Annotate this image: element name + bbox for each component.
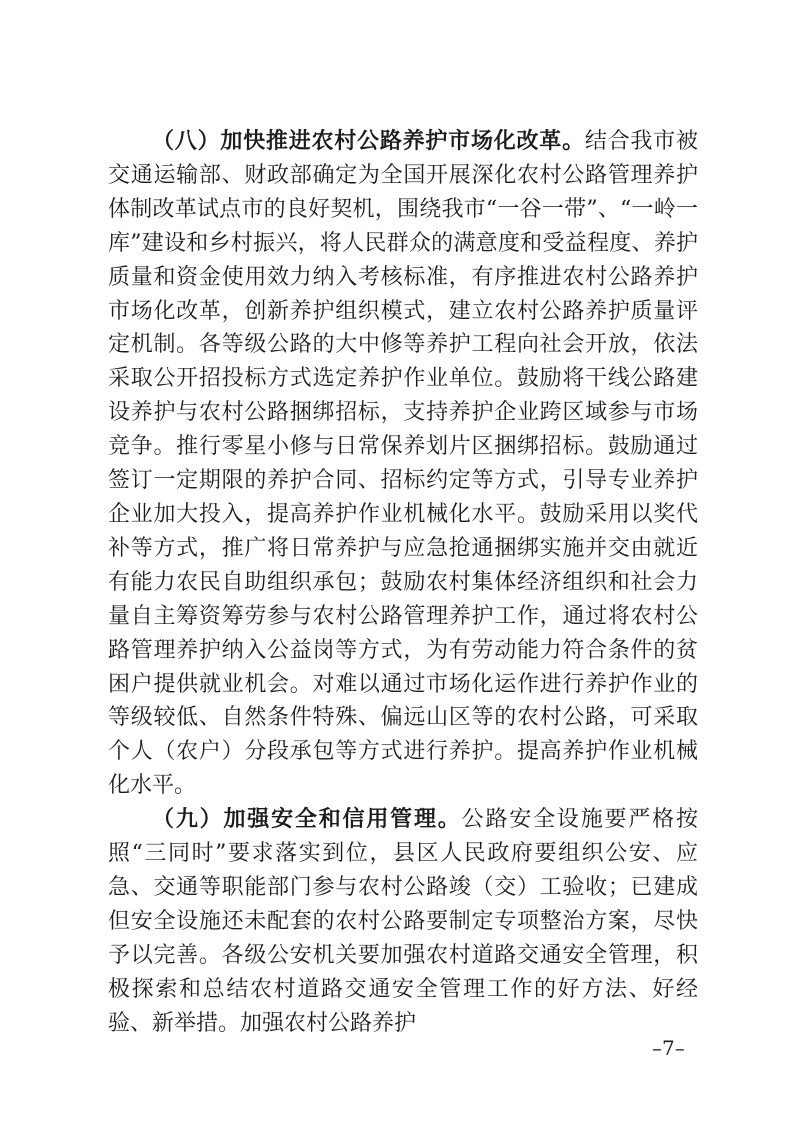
- paragraph-body-8: 结合我市被交通运输部、财政部确定为全国开展深化农村公路管理养护体制改革试点市的良好契机，围绕我市“一谷一带”、“一岭一库”建设和乡村振兴，将人民群众的满意度和受益程度、养护质量和资金使用效力纳入考核标准，有序推进农村公路养护市场化改革，创新养护组织模式，建立农村公路养护质量评定机制。各等级公路的大中修等养护工程向社会开放，依法采取公开招投标方式选定养护作业单位。鼓励将干线公路建设养护与农村公路捆绑招标，支持养护企业跨区域参与市场竞争。推行零星小修与日常保养划片区捆绑招标。鼓励通过签订一定期限的养护合同、招标约定等方式，引导专业养护企业加大投入，提高养护作业机械化水平。鼓励采用以奖代补等方式，推广将日常养护与应急抢通捆绑实施并交由就近有能力农民自助组织承包；鼓励农村集体经济组织和社会力量自主筹资筹劳参与农村公路管理养护工作，通过将农村公路管理养护纳入公益岗等方式，为有劳动能力符合条件的贫困户提供就业机会。对难以通过市场化运作进行养护作业的等级较低、自然条件特殊、偏远山区等的农村公路，可采取个人（农户）分段承包等方式进行养护。提高养护作业机械化水平。: [108, 129, 698, 799]
- section-heading-8: （八）加快推进农村公路养护市场化改革。: [152, 128, 585, 154]
- paragraph-section-8: [108, 125, 698, 803]
- page-number: –7–: [652, 1036, 685, 1060]
- body-text: [108, 125, 698, 1040]
- section-heading-9: （九）加强安全和信用管理。: [152, 806, 462, 833]
- paragraph-section-9: [108, 803, 698, 1040]
- paragraph-body-9: 公路安全设施要严格按照“三同时”要求落实到位，县区人民政府要组织公安、应急、交通等职能部门参与农村公路竣（交）工验收；已建成但安全设施还未配套的农村公路要制定专项整治方案，尽快予以完善。各级公安机关要加强农村道路交通安全管理，积极探索和总结农村道路交通安全管理工作的好方法、好经验、新举措。加强农村公路养护: [108, 807, 698, 1036]
